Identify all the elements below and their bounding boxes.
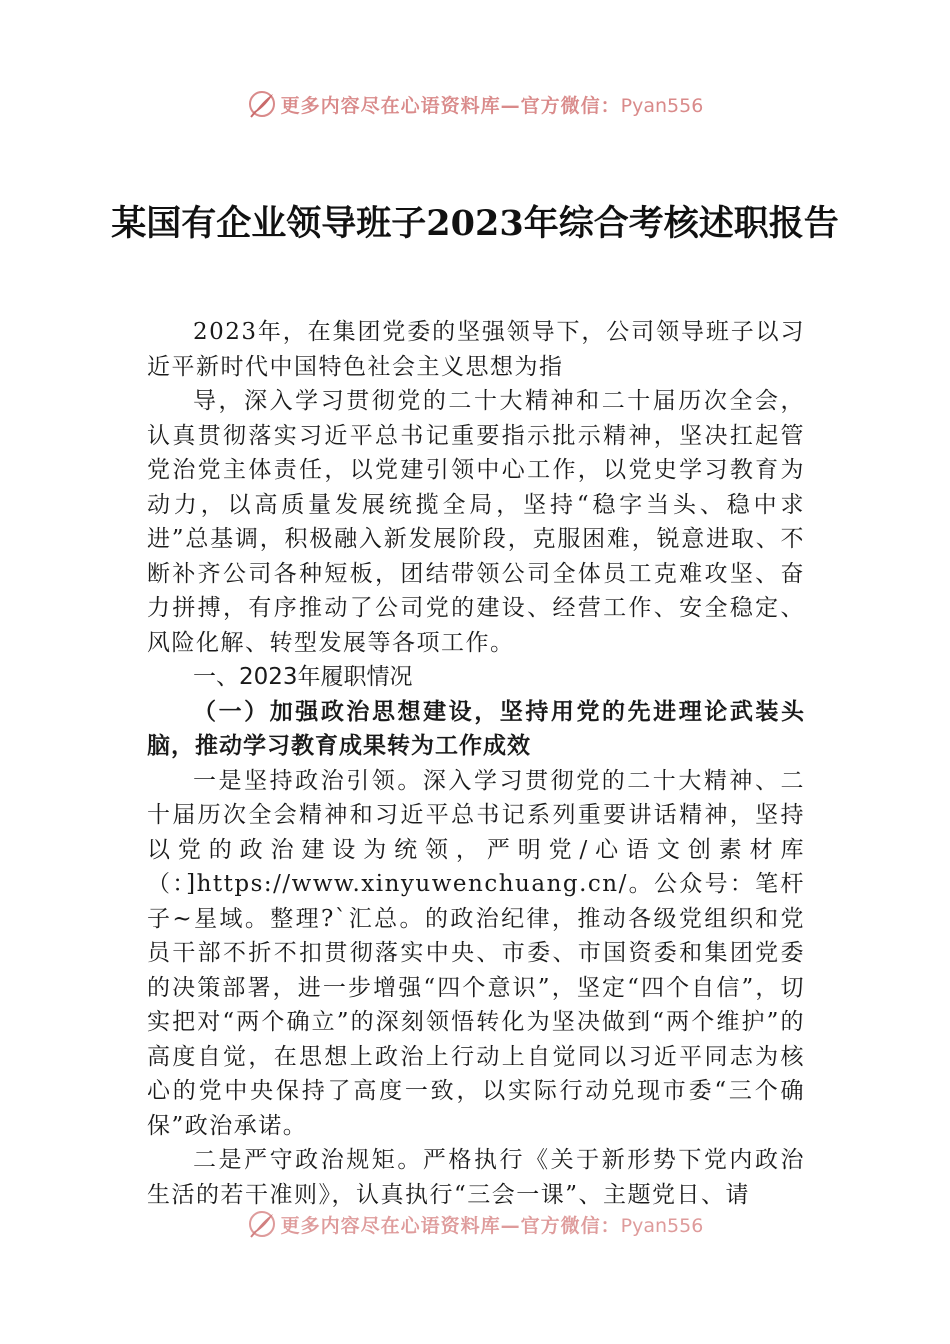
point-paragraph-2: 二是严守政治规矩。严格执行《关于新形势下党内政治生活的若干准则》，认真执行“三会一课”、主题党日、请: [147, 1147, 805, 1208]
intro-paragraph-2: 导，深入学习贯彻党的二十大精神和二十届历次全会，认真贯彻落实习近平总书记重要指示批示精神，坚决扛起管党治党主体责任，以党建引领中心工作，以党史学习教育为动力，以高质量发展统揽全局，坚持“稳字当头、稳中求进”总基调，积极融入新发展阶段，克服困难，锐意进取、不断补齐公司各种短板，团结带领公司全体员工克难攻坚、奋力拼搏，有序推动了公司党的建设、经营工作、安全稳定、风险化解、转型发展等各项工作。: [147, 388, 805, 656]
document-title: 某国有企业领导班子2023年综合考核述职报告: [111, 203, 839, 244]
section-heading-1: 一、2023年履职情况: [193, 664, 413, 690]
quill-logo-icon: [247, 1209, 277, 1239]
intro-paragraph-1: 2023年，在集团党委的坚强领导下，公司领导班子以习近平新时代中国特色社会主义思想为指: [147, 319, 805, 380]
watermark-banner-bottom: [0, 1204, 950, 1244]
watermark-banner-top: [0, 84, 950, 124]
watermark-text: 更多内容尽在心语资料库—官方微信：Pyan556: [280, 94, 704, 117]
watermark-text: 更多内容尽在心语资料库—官方微信：Pyan556: [280, 1214, 704, 1237]
subsection-heading-1: （一）加强政治思想建设，坚持用党的先进理论武装头脑，推动学习教育成果转为工作成效: [147, 697, 805, 759]
quill-logo-icon: [247, 89, 277, 119]
document-body: [147, 315, 805, 1212]
point-paragraph-1: 一是坚持政治引领。深入学习贯彻党的二十大精神、二十届历次全会精神和习近平总书记系列重要讲话精神，坚持以党的政治建设为统领，严明党/心语文创素材库（：]https://www.xinyuwenchuang.cn/。公众号：笔杆子~星域。整理?`汇总。的政治纪律，推动各级党组织和党员干部不折不扣贯彻落实中央、市委、市国资委和集团党委的决策部署，进一步增强“四个意识”，坚定“四个自信”，切实把对“两个确立”的深刻领悟转化为坚决做到“两个维护”的高度自觉，在思想上政治上行动上自觉同以习近平同志为核心的党中央保持了高度一致，以实际行动兑现市委“三个确保”政治承诺。: [147, 767, 805, 1139]
